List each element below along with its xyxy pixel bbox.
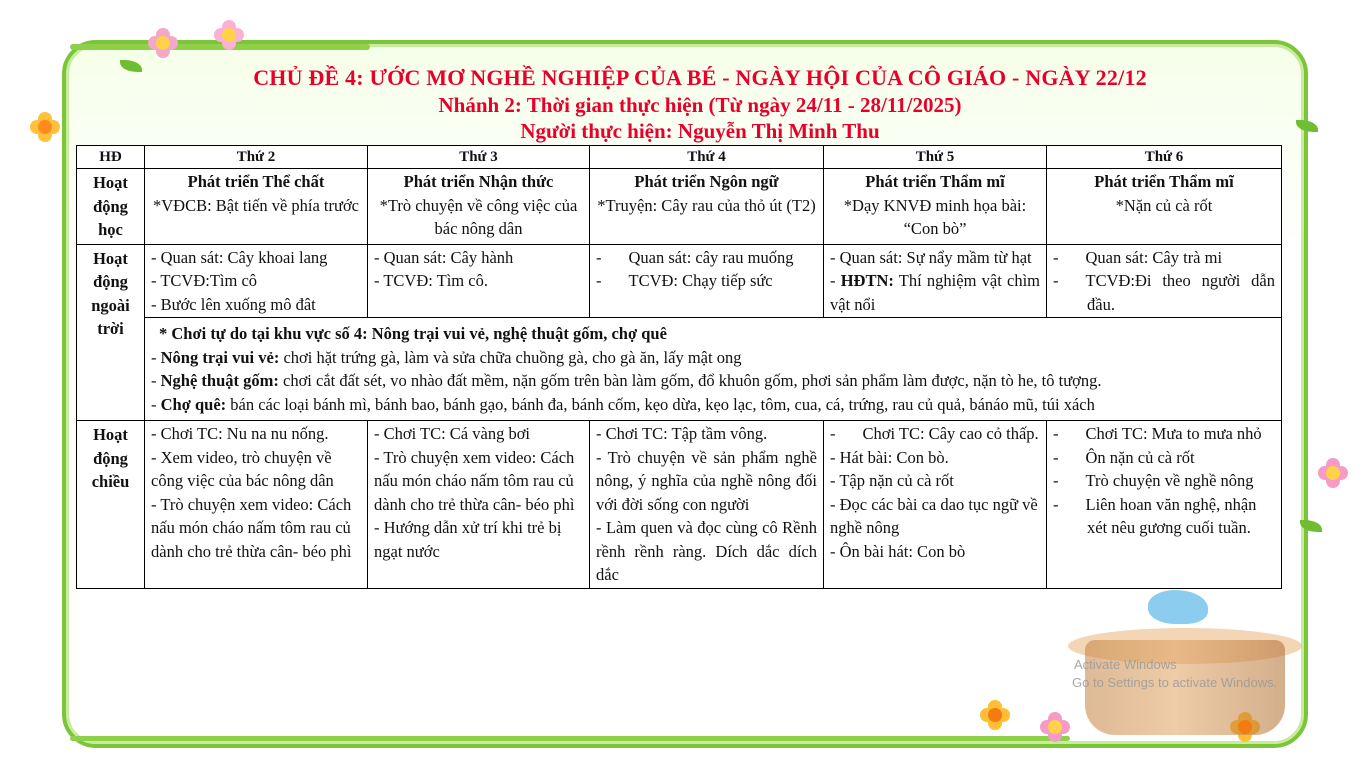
list-item: - Chơi TC: Tập tầm vông. [596,424,768,443]
cell-text: *Truyện: Cây rau của thỏ út (T2) [597,195,816,215]
bird-icon [1148,590,1208,624]
header [80,64,1320,144]
table-cell [824,169,1047,245]
table-cell [368,244,590,318]
list-item: - Chợ quê: bán các loại bánh mì, bánh bao, bánh gạo, bánh đa, bánh cốm, kẹo dừa, kẹo lạc, tôm, cua, cá, trứng, rau củ quả, bánáo mũ, túi xách [151,394,1095,414]
list-item: - TCVĐ: Tìm cô. [374,271,488,290]
flower-icon [1318,458,1348,488]
table-cell [368,169,590,245]
list-item: - Bước lên xuống mô đât [151,294,316,314]
flower-icon [980,700,1010,730]
list-item: - Hát bài: Con bò. [830,447,949,467]
header-cell: Thứ 3 [368,146,590,169]
list-item: - Trò chuyện về sản phẩm nghề nông, ý nghĩa của nghề nông đối với đời sống con người [596,447,817,514]
activation-watermark [1072,656,1277,692]
cell-text: *Trò chuyện về công việc của bác nông dân [379,195,578,238]
list-item: - Nông trại vui vẻ: chơi hặt trứng gà, làm và sửa chữa chuồng gà, cho gà ăn, lấy mật ong [151,347,742,367]
cell-title: Phát triển Ngôn ngữ [634,172,779,191]
flower-icon [1040,712,1070,742]
list-item: - Trò chuyện về nghề nông [1053,471,1254,490]
table-cell [590,244,824,318]
list-item: - Trò chuyện xem video: Cách nấu món cháo nấm tôm rau củ dành cho trẻ thừa cân- béo phì [374,447,575,514]
list-item: - Nghệ thuật gốm: chơi cắt đất sét, vo nhào đất mềm, nặn gốm trên bàn làm gốm, đổ khuôn gốm, phơi sản phẩm làm được, nặn tò he, tô tượng. [151,371,1102,390]
watermark-line: Go to Settings to activate Windows. [1072,675,1278,690]
header-cell: Thứ 2 [145,146,368,169]
list-item: - TCVĐ:Đi theo người dẫn đầu. [1053,271,1275,314]
list-item: - Quan sát: cây rau muống [596,247,794,267]
table-cell [590,421,824,589]
list-item: - Trò chuyện xem video: Cách nấu món cháo nấm tôm rau củ dành cho trẻ thừa cân- béo phì [151,494,352,561]
table-cell [824,244,1047,318]
list-item: - Chơi TC: Mưa to mưa nhỏ [1053,424,1262,443]
list-item: - Liên hoan văn nghệ, nhận xét nêu gương cuối tuần. [1053,494,1257,537]
list-item: - Ôn nặn củ cà rốt [1053,447,1195,467]
list-item: - Xem video, trò chuyện về công việc của bác nông dân [151,447,334,490]
list-item: - TCVĐ:Tìm cô [151,271,258,290]
row-label: Hoạt động ngoài trời [77,244,145,421]
cell-title: Phát triển Thẩm mĩ [1094,172,1234,191]
table-cell [1047,421,1282,589]
row-label: Hoạt động chiều [77,421,145,589]
list-item: - Làm quen và đọc cùng cô Rềnh rềnh rềnh ràng. Dích dắc dích dắc [596,518,817,584]
cell-title: Phát triển Nhận thức [403,172,554,191]
table-row [77,169,1282,245]
header-cell: Thứ 4 [590,146,824,169]
table-cell [824,421,1047,589]
list-item: - Chơi TC: Nu na nu nống. [151,424,329,443]
table-cell [145,169,368,245]
row-label: Hoạt động học [77,169,145,245]
table-cell [145,244,368,318]
cell-text: *VĐCB: Bật tiến về phía trước [152,195,359,215]
table-cell [1047,169,1282,245]
list-item: - Quan sát: Cây hành [374,247,514,267]
weekly-plan-table [76,145,1282,589]
watermark-line: Activate Windows [1074,657,1177,672]
branch-subtitle: Nhánh 2: Thời gian thực hiện (Từ ngày 24/11 - 28/11/2025) [438,93,962,117]
table-row [77,244,1282,318]
table-cell [590,169,824,245]
flower-icon [148,28,178,58]
list-item: - Quan sát: Sự nẩy mầm từ hạt [830,247,1032,267]
cell-title: Phát triển Thẩm mĩ [865,172,1005,191]
page-title: CHỦ ĐỀ 4: ƯỚC MƠ NGHỀ NGHIỆP CỦA BÉ - NGÀY HỘI CỦA CÔ GIÁO - NGÀY 22/12 [253,65,1147,90]
table-cell [1047,244,1282,318]
list-item: - TCVĐ: Chạy tiếp sức [596,271,773,290]
header-cell: HĐ [77,146,145,169]
free-play-cell [145,318,1282,421]
table-row [77,421,1282,589]
list-item: - Đọc các bài ca dao tục ngữ về nghề nông [830,494,1038,537]
author-line: Người thực hiện: Nguyễn Thị Minh Thu [520,119,880,143]
flower-icon [214,20,244,50]
header-cell: Thứ 5 [824,146,1047,169]
list-item: - Ôn bài hát: Con bò [830,541,966,561]
table-row [77,318,1282,421]
table-cell [368,421,590,589]
table-cell [145,421,368,589]
cell-text: *Nặn củ cà rốt [1115,195,1213,215]
free-play-heading: * Chơi tự do tại khu vực số 4: Nông trại vui vẻ, nghệ thuật gốm, chợ quê [159,324,667,343]
list-item: - Chơi TC: Cá vàng bơi [374,424,531,443]
list-item: - Quan sát: Cây trà mi [1053,247,1223,267]
list-item: - Hướng dẫn xử trí khi trẻ bị ngạt nước [374,518,562,561]
vine-decoration-bottom [70,736,1070,741]
list-item: - Tập nặn củ cà rốt [830,471,954,490]
table-header-row [77,146,1282,169]
list-item: - Chơi TC: Cây cao cỏ thấp. [830,424,1039,443]
header-cell: Thứ 6 [1047,146,1282,169]
list-item: - Quan sát: Cây khoai lang [151,247,328,267]
flower-icon [30,112,60,142]
cell-text: *Dạy KNVĐ minh họa bài: “Con bò” [843,195,1027,238]
list-item: - HĐTN: Thí nghiệm vật chìm vật nổi [830,271,1040,314]
cell-title: Phát triển Thể chất [187,172,325,191]
